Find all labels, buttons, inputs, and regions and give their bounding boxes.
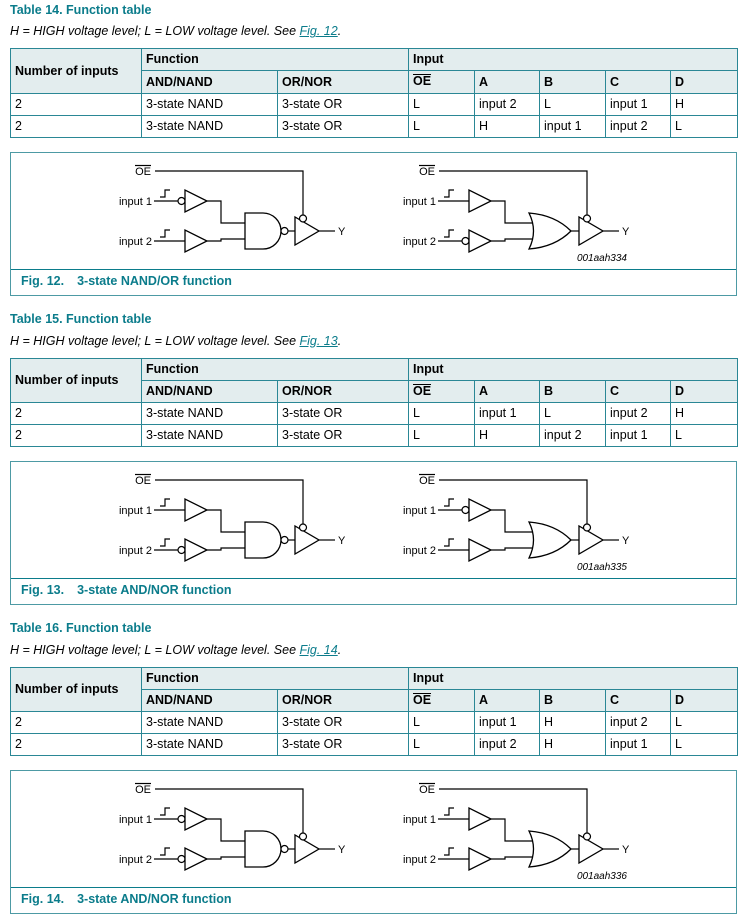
input1-label: input 1 — [402, 196, 436, 209]
schmitt-trigger-icon — [444, 190, 454, 197]
table-cell: H — [475, 425, 540, 447]
section-table-15 — [10, 312, 737, 605]
inverter-bubble — [178, 856, 185, 863]
three-state-buffer — [579, 526, 603, 554]
input1-label: input 1 — [118, 196, 152, 209]
table-cell: 3-state NAND — [142, 712, 278, 734]
schmitt-trigger-icon — [160, 499, 170, 506]
input1-label: input 1 — [118, 505, 152, 518]
table-cell: 2 — [11, 712, 142, 734]
table-cell: input 1 — [475, 403, 540, 425]
column-header-oe — [409, 380, 475, 403]
fig-13-link[interactable]: Fig. 13 — [299, 333, 338, 348]
section-table-14 — [10, 3, 737, 296]
oe-label: OE — [134, 166, 151, 179]
table-row — [11, 116, 738, 138]
input1-buffer — [469, 499, 491, 521]
column-header-number-of-inputs: Number of inputs — [11, 667, 142, 712]
column-header-d: D — [671, 380, 738, 403]
column-group-function: Function — [142, 49, 409, 71]
input1-out-wire — [491, 201, 534, 223]
table-cell: 3-state OR — [278, 734, 409, 756]
table-cell: 3-state OR — [278, 403, 409, 425]
table-cell: input 2 — [540, 425, 606, 447]
output-label: Y — [621, 844, 629, 857]
three-state-buffer — [579, 835, 603, 863]
header-row-groups — [11, 358, 738, 380]
input2-label: input 2 — [402, 236, 436, 249]
or-circuit-diagram — [391, 779, 641, 887]
input2-out-wire — [207, 239, 245, 241]
oe-wire — [439, 171, 587, 215]
schmitt-trigger-icon — [160, 848, 170, 855]
oe-label: OE — [134, 475, 151, 488]
output-label: Y — [337, 226, 345, 239]
nand-circuit-diagram — [107, 470, 357, 578]
diagram-code: 001aah334 — [576, 253, 627, 265]
input2-buffer — [469, 230, 491, 252]
table-16-title: Table 16. Function table — [10, 621, 152, 636]
oe-bubble — [583, 833, 590, 840]
table-row — [11, 403, 738, 425]
oe-wire — [439, 789, 587, 833]
schmitt-trigger-icon — [444, 539, 454, 546]
figure-12-diagrams — [11, 153, 736, 269]
column-group-input: Input — [409, 667, 738, 689]
or-gate — [529, 213, 571, 249]
column-group-function: Function — [142, 358, 409, 380]
table-cell: input 2 — [475, 734, 540, 756]
input2-out-wire — [491, 548, 534, 550]
note-text: H = HIGH voltage level; L = LOW voltage level. See — [10, 24, 300, 39]
input1-out-wire — [491, 510, 534, 532]
table-cell: 3-state OR — [278, 116, 409, 138]
column-header-or-nor: OR/NOR — [278, 380, 409, 403]
oe-label: OE — [134, 784, 151, 797]
nand-gate — [245, 213, 281, 249]
figure-13-diagrams — [11, 462, 736, 578]
or-gate — [529, 831, 571, 867]
nand-output-bubble — [281, 846, 288, 853]
table-row — [11, 734, 738, 756]
inverter-bubble — [178, 198, 185, 205]
oe-wire — [155, 480, 303, 524]
or-gate — [529, 522, 571, 558]
table-cell: input 1 — [475, 712, 540, 734]
three-state-buffer — [295, 526, 319, 554]
column-group-input: Input — [409, 358, 738, 380]
column-header-d: D — [671, 689, 738, 712]
oe-bubble — [583, 524, 590, 531]
input1-buffer — [469, 808, 491, 830]
column-header-a: A — [475, 380, 540, 403]
input2-buffer — [185, 230, 207, 252]
table-cell: H — [475, 116, 540, 138]
column-header-a: A — [475, 689, 540, 712]
table-cell: L — [409, 734, 475, 756]
table-cell: L — [409, 425, 475, 447]
input2-buffer — [469, 539, 491, 561]
table-cell: 2 — [11, 403, 142, 425]
nand-gate — [245, 522, 281, 558]
table-cell: input 1 — [606, 734, 671, 756]
caption-title: 3-state AND/NOR function — [77, 583, 232, 598]
table-14-title: Table 14. Function table — [10, 3, 152, 17]
oe-wire — [155, 171, 303, 215]
table-cell: L — [409, 94, 475, 116]
input1-out-wire — [207, 510, 245, 532]
table-row — [11, 425, 738, 447]
inverter-bubble — [178, 816, 185, 823]
table-cell: 3-state OR — [278, 94, 409, 116]
oe-label: OE — [418, 784, 435, 797]
figure-13-caption — [11, 578, 736, 604]
table-cell: 3-state NAND — [142, 734, 278, 756]
table-cell: L — [671, 734, 738, 756]
table-row — [11, 94, 738, 116]
table-cell: input 2 — [475, 94, 540, 116]
column-header-and-nand: AND/NAND — [142, 71, 278, 94]
input1-out-wire — [207, 819, 245, 841]
column-header-b: B — [540, 380, 606, 403]
input2-buffer — [469, 848, 491, 870]
table-cell: 3-state NAND — [142, 403, 278, 425]
oe-label: OE — [418, 166, 435, 179]
table-cell: L — [671, 425, 738, 447]
nand-circuit-diagram — [107, 161, 357, 269]
table-cell: H — [540, 712, 606, 734]
column-header-or-nor: OR/NOR — [278, 71, 409, 94]
diagram-code: 001aah336 — [576, 871, 627, 883]
note-period: . — [337, 333, 342, 348]
inverter-bubble — [462, 238, 469, 245]
input1-buffer — [185, 808, 207, 830]
oe-bubble — [299, 833, 306, 840]
table-cell: 3-state NAND — [142, 425, 278, 447]
input2-label: input 2 — [118, 545, 152, 558]
table-cell: input 2 — [606, 116, 671, 138]
table-row — [11, 712, 738, 734]
input2-out-wire — [491, 239, 534, 241]
oe-label: OE — [418, 475, 435, 488]
schmitt-trigger-icon — [160, 539, 170, 546]
three-state-buffer — [579, 217, 603, 245]
fig-12-link[interactable]: Fig. 12 — [299, 24, 338, 39]
caption-label: Fig. 12. — [21, 274, 65, 289]
schmitt-trigger-icon — [160, 808, 170, 815]
input1-out-wire — [491, 819, 534, 841]
nand-gate — [245, 831, 281, 867]
oe-bubble — [299, 524, 306, 531]
table-15-note — [10, 334, 737, 349]
oe-wire — [439, 480, 587, 524]
column-header-oe — [409, 71, 475, 94]
input2-out-wire — [207, 548, 245, 550]
table-cell: input 2 — [606, 712, 671, 734]
function-table-15 — [10, 358, 738, 448]
figure-14-diagrams — [11, 771, 736, 887]
caption-title: 3-state NAND/OR function — [77, 274, 232, 289]
section-table-16 — [10, 621, 737, 914]
table-cell: 3-state NAND — [142, 94, 278, 116]
diagram-code: 001aah335 — [576, 562, 627, 574]
table-cell: L — [671, 116, 738, 138]
column-header-number-of-inputs: Number of inputs — [11, 49, 142, 94]
fig-14-link[interactable]: Fig. 14 — [299, 642, 338, 657]
table-cell: L — [671, 712, 738, 734]
input2-out-wire — [491, 857, 534, 859]
schmitt-trigger-icon — [444, 499, 454, 506]
three-state-buffer — [295, 835, 319, 863]
header-row-groups — [11, 49, 738, 71]
input1-buffer — [469, 190, 491, 212]
input1-buffer — [185, 499, 207, 521]
note-period: . — [337, 642, 342, 657]
table-cell: 2 — [11, 425, 142, 447]
column-header-and-nand: AND/NAND — [142, 380, 278, 403]
three-state-buffer — [295, 217, 319, 245]
table-cell: 3-state OR — [278, 425, 409, 447]
input1-label: input 1 — [402, 814, 436, 827]
table-cell: H — [540, 734, 606, 756]
note-text: H = HIGH voltage level; L = LOW voltage level. See — [10, 642, 300, 657]
column-header-number-of-inputs: Number of inputs — [11, 358, 142, 403]
table-15-title: Table 15. Function table — [10, 312, 152, 327]
or-circuit-diagram — [391, 161, 641, 269]
input2-label: input 2 — [402, 854, 436, 867]
function-table-14 — [10, 48, 738, 138]
inverter-bubble — [178, 547, 185, 554]
table-cell: input 1 — [606, 94, 671, 116]
column-header-b: B — [540, 71, 606, 94]
oe-bubble — [299, 215, 306, 222]
table-cell: 2 — [11, 734, 142, 756]
column-header-c: C — [606, 71, 671, 94]
inverter-bubble — [462, 507, 469, 514]
input1-label: input 1 — [402, 505, 436, 518]
column-group-function: Function — [142, 667, 409, 689]
schmitt-trigger-icon — [160, 230, 170, 237]
table-cell: L — [540, 403, 606, 425]
column-header-d: D — [671, 71, 738, 94]
note-text: H = HIGH voltage level; L = LOW voltage level. See — [10, 333, 300, 348]
figure-14-caption — [11, 887, 736, 913]
table-14-note — [10, 24, 737, 39]
table-cell: 2 — [11, 116, 142, 138]
input2-buffer — [185, 848, 207, 870]
oe-bubble — [583, 215, 590, 222]
output-label: Y — [621, 535, 629, 548]
oe-overline-text: OE — [413, 383, 432, 398]
figure-14 — [10, 770, 737, 914]
nand-output-bubble — [281, 228, 288, 235]
table-cell: 3-state OR — [278, 712, 409, 734]
or-circuit-diagram — [391, 470, 641, 578]
schmitt-trigger-icon — [444, 848, 454, 855]
figure-12 — [10, 152, 737, 296]
input2-label: input 2 — [402, 545, 436, 558]
table-cell: input 1 — [606, 425, 671, 447]
table-cell: input 1 — [540, 116, 606, 138]
table-cell: L — [409, 712, 475, 734]
output-label: Y — [621, 226, 629, 239]
note-period: . — [337, 24, 342, 39]
table-cell: H — [671, 94, 738, 116]
header-row-groups — [11, 667, 738, 689]
input2-buffer — [185, 539, 207, 561]
table-cell: L — [540, 94, 606, 116]
table-cell: 3-state NAND — [142, 116, 278, 138]
oe-overline-text: OE — [413, 692, 432, 707]
schmitt-trigger-icon — [160, 190, 170, 197]
figure-13 — [10, 461, 737, 605]
nand-output-bubble — [281, 537, 288, 544]
column-header-c: C — [606, 380, 671, 403]
column-header-b: B — [540, 689, 606, 712]
input1-buffer — [185, 190, 207, 212]
column-group-input: Input — [409, 49, 738, 71]
column-header-a: A — [475, 71, 540, 94]
column-header-oe — [409, 689, 475, 712]
table-cell: L — [409, 403, 475, 425]
output-label: Y — [337, 535, 345, 548]
column-header-or-nor: OR/NOR — [278, 689, 409, 712]
table-cell: H — [671, 403, 738, 425]
schmitt-trigger-icon — [444, 808, 454, 815]
column-header-c: C — [606, 689, 671, 712]
table-cell: input 2 — [606, 403, 671, 425]
oe-overline-text: OE — [413, 74, 432, 89]
caption-label: Fig. 13. — [21, 583, 65, 598]
table-16-note — [10, 643, 737, 658]
input2-label: input 2 — [118, 854, 152, 867]
output-label: Y — [337, 844, 345, 857]
table-cell: 2 — [11, 94, 142, 116]
column-header-and-nand: AND/NAND — [142, 689, 278, 712]
oe-wire — [155, 789, 303, 833]
input1-out-wire — [207, 201, 245, 223]
input2-label: input 2 — [118, 236, 152, 249]
schmitt-trigger-icon — [444, 230, 454, 237]
table-cell: L — [409, 116, 475, 138]
nand-circuit-diagram — [107, 779, 357, 887]
caption-title: 3-state AND/NOR function — [77, 892, 232, 907]
caption-label: Fig. 14. — [21, 892, 65, 907]
function-table-16 — [10, 667, 738, 757]
input2-out-wire — [207, 857, 245, 859]
figure-12-caption — [11, 269, 736, 295]
input1-label: input 1 — [118, 814, 152, 827]
